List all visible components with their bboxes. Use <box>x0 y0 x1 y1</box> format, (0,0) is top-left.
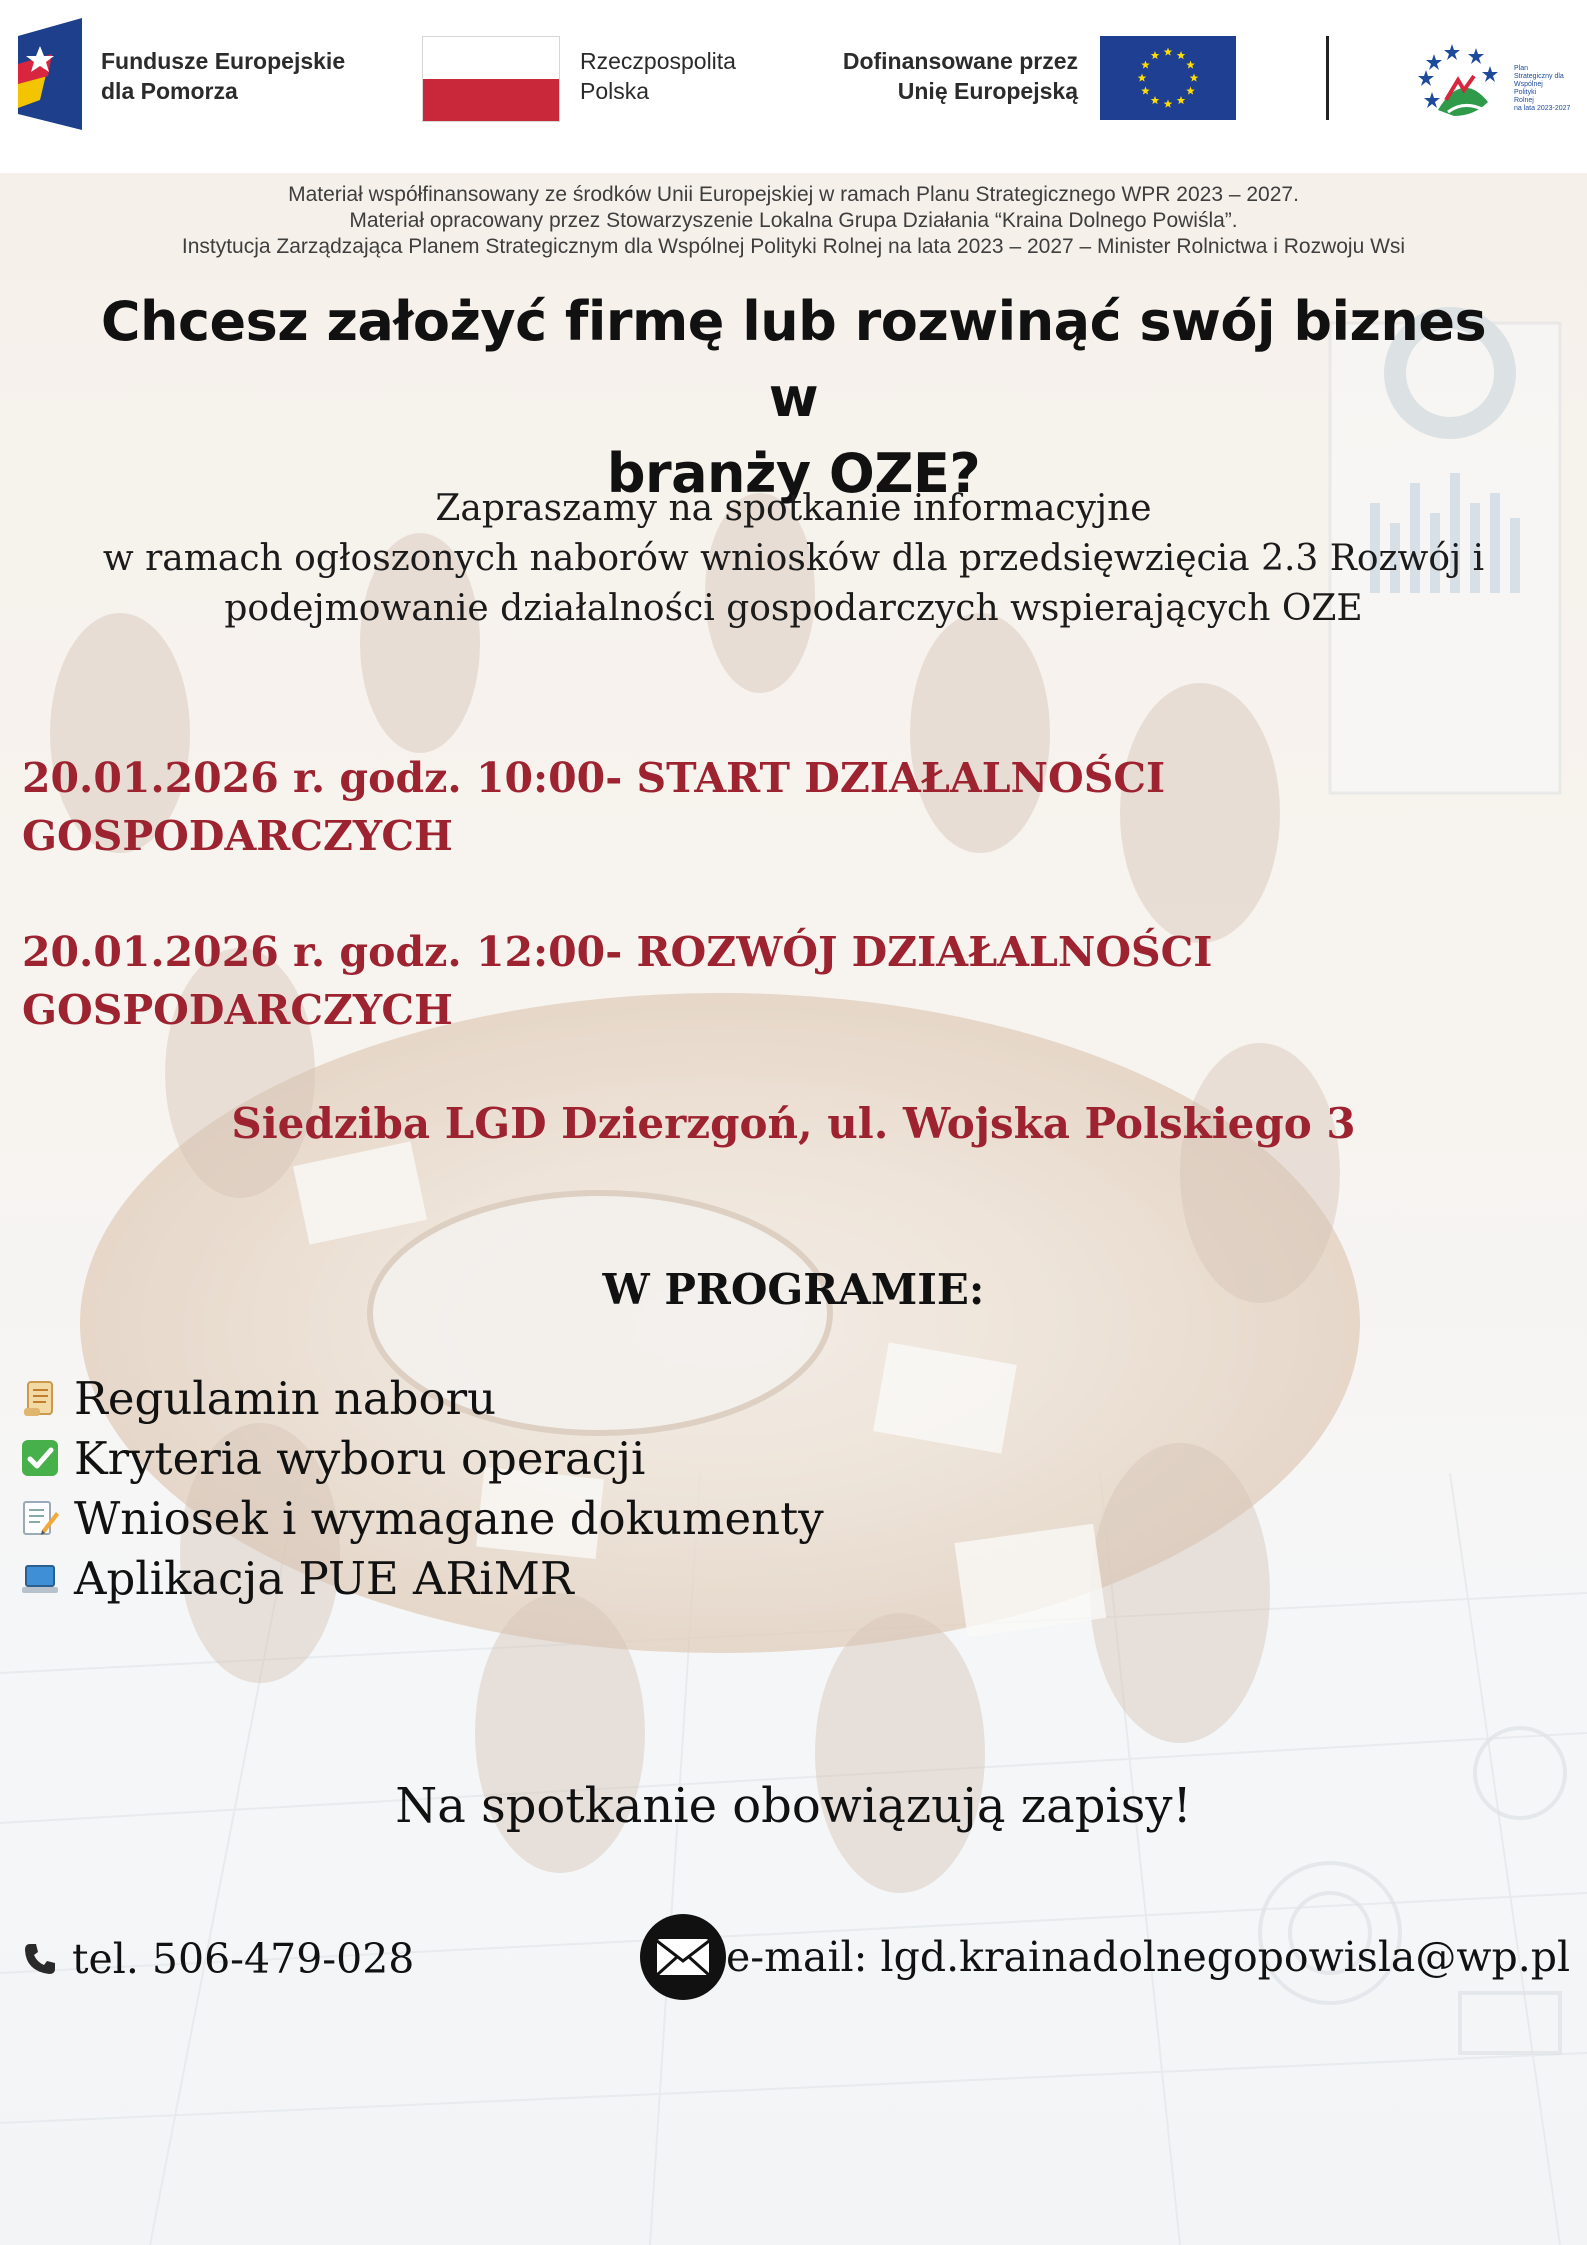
agenda-label: Kryteria wyboru operacji <box>74 1431 646 1485</box>
check-mark-icon <box>20 1438 60 1478</box>
invite-line: w ramach ogłoszonych naborów wniosków dla przedsięwzięcia 2.3 Rozwój i <box>102 538 1485 579</box>
invitation-text <box>40 484 1547 634</box>
disclaimer-line: Materiał opracowany przez Stowarzyszenie Lokalna Grupa Działania “Kraina Dolnego Powiśla”. <box>349 209 1238 232</box>
session-line: 20.01.2026 r. godz. 10:00- START DZIAŁALNOŚCI <box>22 754 1166 802</box>
agenda-list <box>20 1368 1020 1608</box>
session-line: 20.01.2026 r. godz. 12:00- ROZWÓJ DZIAŁALNOŚCI <box>22 928 1213 976</box>
envelope-icon <box>640 1914 726 2000</box>
laptop-icon <box>20 1558 60 1598</box>
rzeczpospolita-logo-text <box>580 46 736 106</box>
phone-icon <box>22 1941 58 1977</box>
contact-email <box>640 1914 1570 2000</box>
list-item <box>20 1488 1020 1548</box>
session-start <box>22 749 1322 865</box>
plan-strategiczny-logo-icon <box>1418 40 1586 124</box>
page-title <box>80 284 1507 512</box>
ps-logo-line: Rolnej <box>1514 97 1534 104</box>
fundusze-europejskie-logo-text <box>101 46 345 106</box>
eu-cofinancing-text <box>800 46 1078 106</box>
headline-line: branży OZE? <box>606 442 981 505</box>
invite-line: podejmowanie działalności gospodarczych wspierających OZE <box>224 588 1363 629</box>
list-item <box>20 1368 1020 1428</box>
logo-divider <box>1326 36 1329 120</box>
list-item <box>20 1428 1020 1488</box>
disclaimer-line: Instytucja Zarządzająca Planem Strategicznym dla Wspólnej Polityki Rolnej na lata 2023 – 2027 – Minister Rolnictwa i Rozwoju Wsi <box>181 235 1406 258</box>
registration-note: Na spotkanie obowiązują zapisy! <box>395 1778 1192 1834</box>
fe-text-line: Fundusze Europejskie <box>101 48 346 74</box>
ps-logo-line: Wspólnej <box>1514 81 1543 88</box>
agenda-label: Wniosek i wymagane dokumenty <box>74 1491 824 1545</box>
fe-text-line: dla Pomorza <box>101 78 238 104</box>
pl-text-line: Rzeczpospolita <box>580 48 736 74</box>
email-address[interactable]: e-mail: lgd.krainadolnegopowisla@wp.pl <box>726 1933 1571 1981</box>
list-item <box>20 1548 1020 1608</box>
venue-address: Siedziba LGD Dzierzgoń, ul. Wojska Polskiego 3 <box>231 1099 1356 1148</box>
disclaimer-line: Materiał współfinansowany ze środków Unii Europejskiej w ramach Planu Strategicznego WPR 2023 – 2027. <box>288 183 1299 206</box>
contact-phone <box>22 1930 414 1988</box>
ps-logo-line: na lata 2023-2027 <box>1514 105 1571 112</box>
headline-line: Chcesz założyć firmę lub rozwinąć swój biznes w <box>100 290 1487 429</box>
agenda-label: Aplikacja PUE ARiMR <box>74 1551 574 1605</box>
session-line: GOSPODARCZYCH <box>22 986 453 1034</box>
agenda-label: Regulamin naboru <box>74 1371 497 1425</box>
memo-icon <box>20 1498 60 1538</box>
polish-flag-icon <box>422 36 560 122</box>
phone-number[interactable]: tel. 506-479-028 <box>72 1935 415 1983</box>
eu-text-line: Unię Europejską <box>897 78 1078 104</box>
eu-flag-icon <box>1100 36 1236 120</box>
session-development <box>22 923 1322 1039</box>
funding-disclaimer <box>60 182 1527 260</box>
ps-logo-line: Plan <box>1514 65 1529 72</box>
program-title: W PROGRAMIE: <box>602 1265 985 1314</box>
ps-logo-line: Polityki <box>1514 89 1537 96</box>
invite-line: Zapraszamy na spotkanie informacyjne <box>435 488 1152 529</box>
eu-text-line: Dofinansowane przez <box>842 48 1078 74</box>
scroll-icon <box>20 1378 60 1418</box>
session-line: GOSPODARCZYCH <box>22 812 453 860</box>
ps-logo-line: Strategiczny dla <box>1514 73 1564 80</box>
logo-bar <box>0 0 1587 173</box>
pl-text-line: Polska <box>580 78 650 104</box>
fundusze-europejskie-logo-icon <box>18 18 82 130</box>
